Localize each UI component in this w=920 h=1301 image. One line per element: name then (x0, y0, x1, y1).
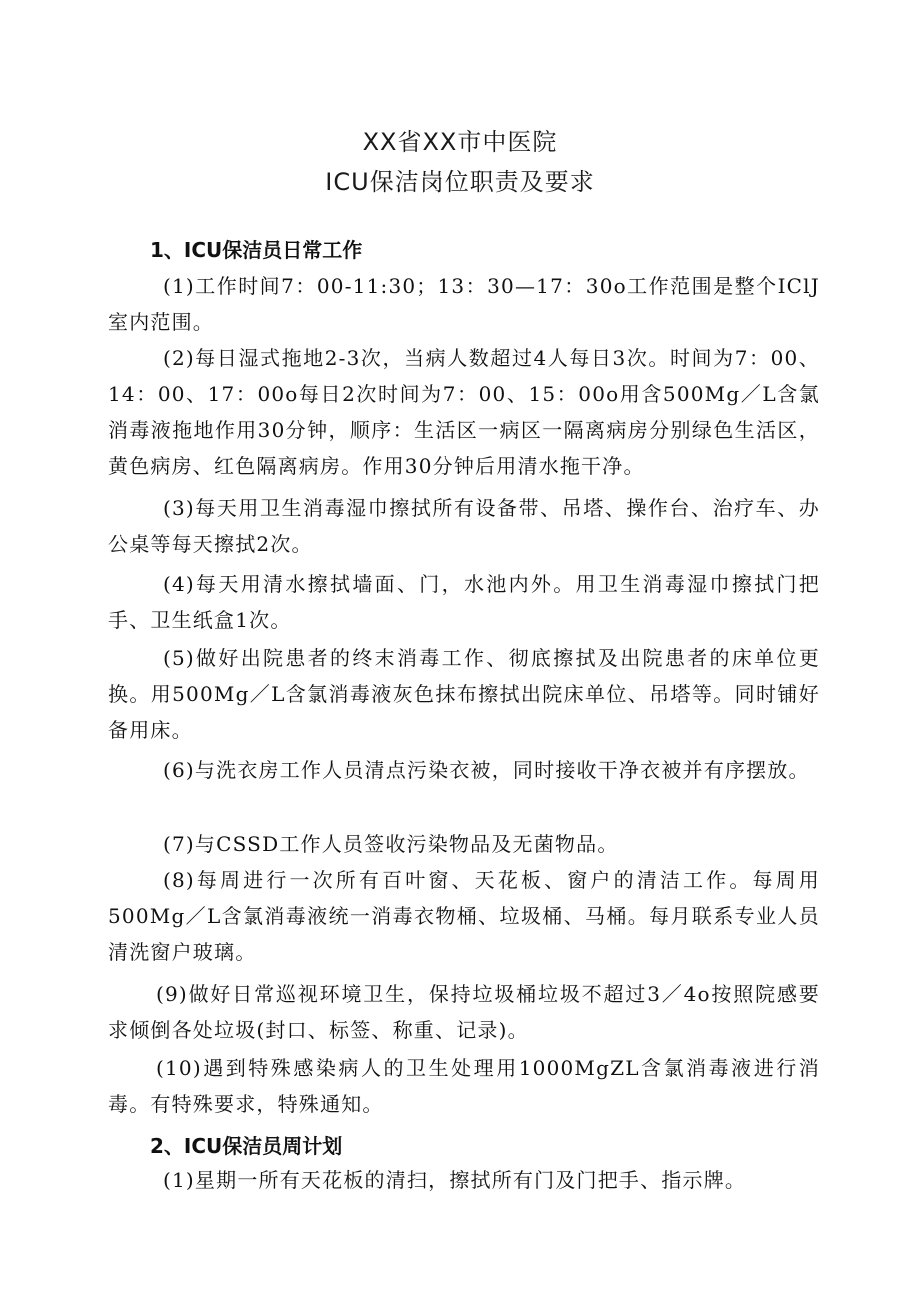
hospital-name: XX省XX市中医院 (362, 128, 558, 156)
paragraph-item-1: (1)工作时间7：00-11:30；13：30—17：30o工作范围是整个IClJ室内范围。 (108, 274, 820, 334)
paragraph-item-4: (4)每天用清水擦拭墙面、门，水池内外。用卫生消毒湿巾擦拭门把手、卫生纸盒1次。 (108, 572, 820, 632)
paragraph-item-5: (5)做好出院患者的终末消毒工作、彻底擦拭及出院患者的床单位更换。用500Mg／L含氯消毒液灰色抹布擦拭出院床单位、吊塔等。同时铺好备用床。 (108, 646, 820, 742)
paragraph-item-10: (10)遇到特殊感染病人的卫生处理用1000MgZL含氯消毒液进行消毒。有特殊要求，特殊通知。 (108, 1056, 820, 1116)
section-heading-daily-work: 1、ICU保洁员日常工作 (150, 238, 363, 262)
paragraph-item-2: (2)每日湿式拖地2-3次，当病人数超过4人每日3次。时间为7：00、14：00、17：00o每日2次时间为7：00、15：00o用含500Mg／L含氯消毒液拖地作用30分钟，顺序：生活区一病区一隔离病房分别绿色生活区，黄色病房、红色隔离病房。作用30分钟后用清水拖干净。 (108, 346, 820, 478)
paragraph-item-6: (6)与洗衣房工作人员清点污染衣被，同时接收干净衣被并有序摆放。 (163, 758, 810, 782)
paragraph-item-3: (3)每天用卫生消毒湿巾擦拭所有设备带、吊塔、操作台、治疗车、办公桌等每天擦拭2次。 (108, 496, 820, 556)
document-title: ICU保洁岗位职责及要求 (325, 168, 595, 196)
paragraph-item-7: (7)与CSSD工作人员签收污染物品及无菌物品。 (163, 832, 619, 856)
paragraph-weekly-item-1: (1)星期一所有天花板的清扫，擦拭所有门及门把手、指示牌。 (163, 1168, 747, 1192)
section-heading-weekly-plan: 2、ICU保洁员周计划 (150, 1134, 343, 1158)
paragraph-item-8: (8)每周进行一次所有百叶窗、天花板、窗户的清洁工作。每周用500Mg／L含氯消毒液统一消毒衣物桶、垃圾桶、马桶。每月联系专业人员清洗窗户玻璃。 (108, 868, 820, 964)
paragraph-item-9: (9)做好日常巡视环境卫生，保持垃圾桶垃圾不超过3／4o按照院感要求倾倒各处垃圾(封口、标签、称重、记录)。 (108, 982, 820, 1042)
